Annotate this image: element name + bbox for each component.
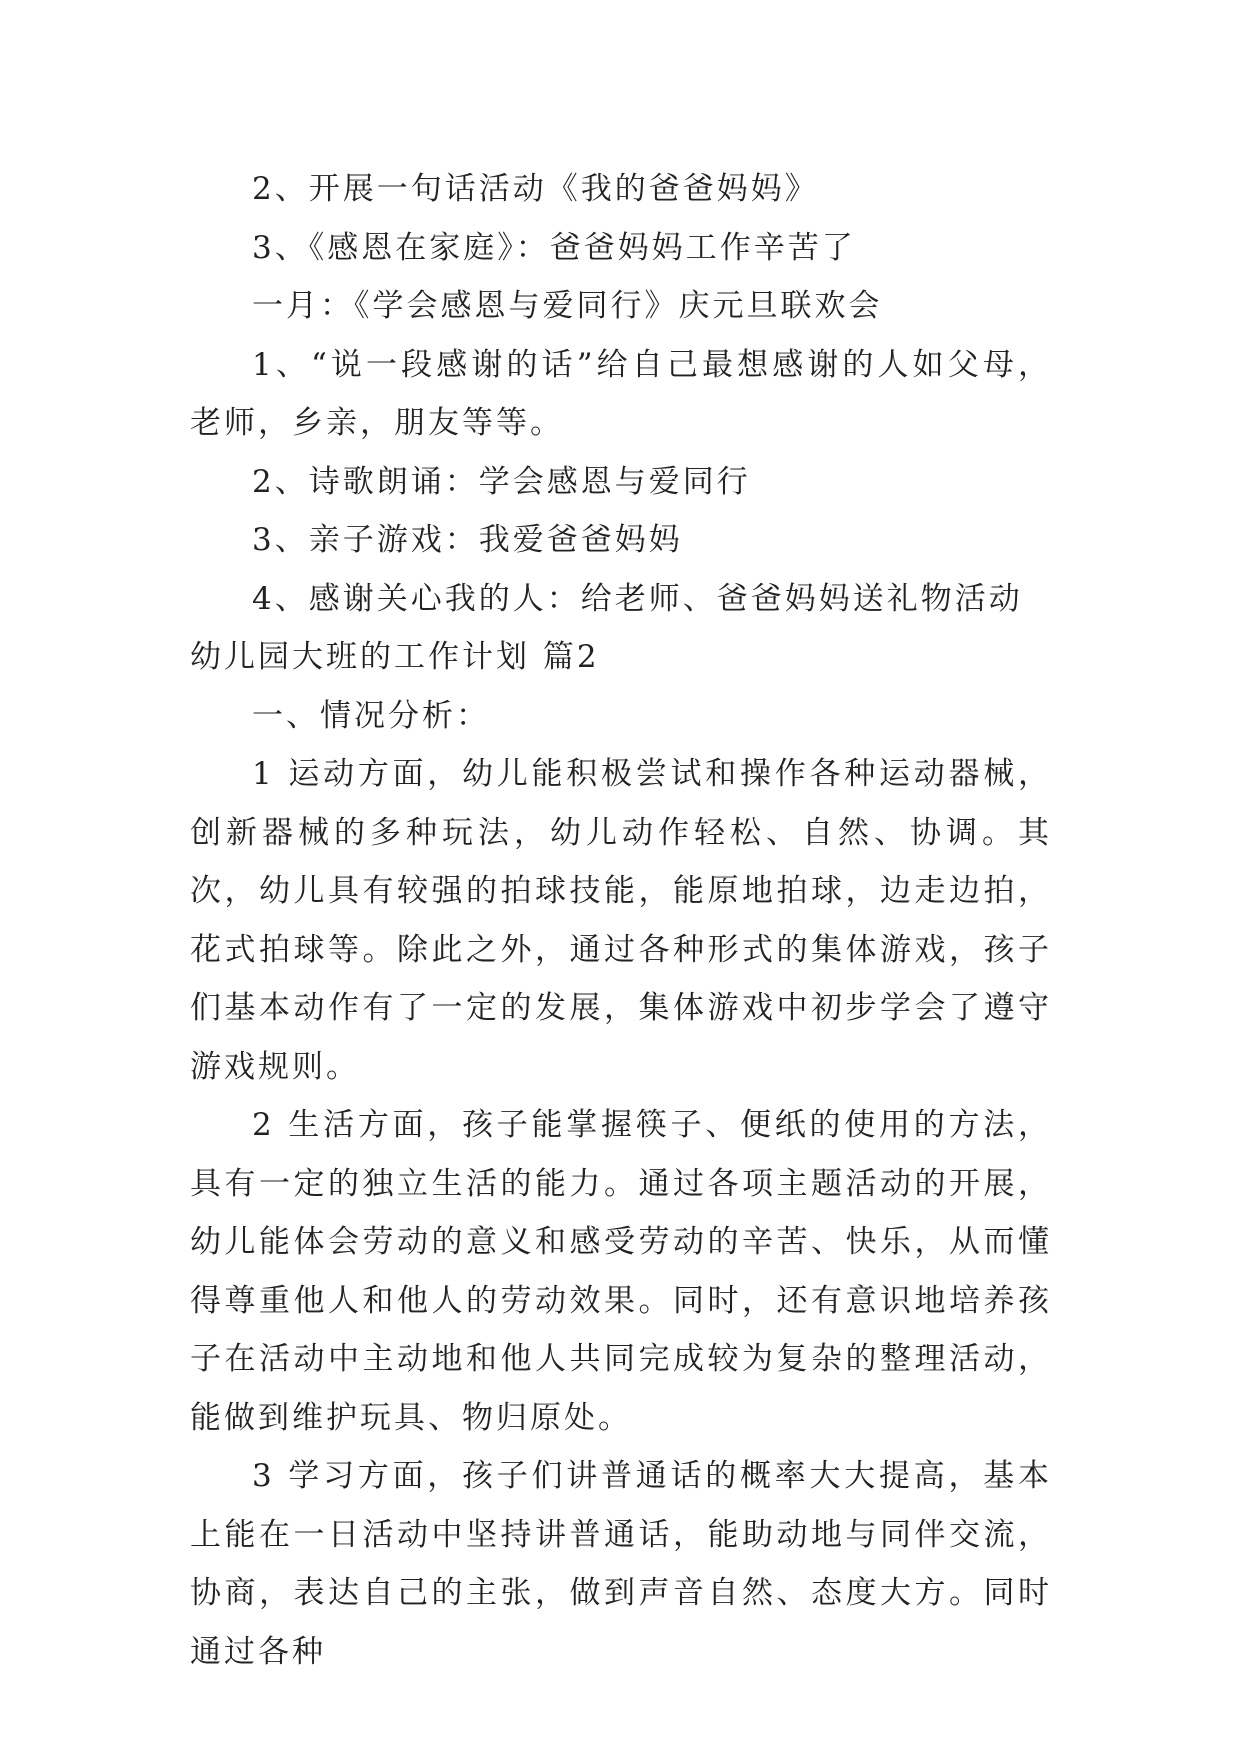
paragraph: 3 学习方面，孩子们讲普通话的概率大大提高，基本上能在一日活动中坚持讲普通话，能助动地与同伴交流，协商，表达自己的主张，做到声音自然、态度大方。同时通过各种 (190, 1458, 1052, 1670)
paragraph: 2 生活方面，孩子能掌握筷子、便纸的使用的方法，具有一定的独立生活的能力。通过各项主题活动的开展，幼儿能体会劳动的意义和感受劳动的辛苦、快乐，从而懂得尊重他人和他人的劳动效果。同时，还有意识地培养孩子在活动中主动地和他人共同完成较为复杂的整理活动，能做到维护玩具、物归原处。 (190, 1107, 1052, 1436)
paragraph: 3、《感恩在家庭》：爸爸妈妈工作辛苦了 (252, 229, 856, 266)
section-heading: 幼儿园大班的工作计划 篇2 (190, 639, 600, 675)
paragraph: 一、情况分析： (252, 697, 490, 734)
paragraph: 3、亲子游戏：我爱爸爸妈妈 (252, 522, 683, 558)
paragraph: 一月：《学会感恩与爱同行》庆元旦联欢会 (252, 288, 883, 324)
paragraph: 2、诗歌朗诵：学会感恩与爱同行 (252, 463, 751, 500)
paragraph: 1 运动方面，幼儿能积极尝试和操作各种运动器械，创新器械的多种玩法，幼儿动作轻松、自然、协调。其次，幼儿具有较强的拍球技能，能原地拍球，边走边拍，花式拍球等。除此之外，通过各种形式的集体游戏，孩子们基本动作有了一定的发展，集体游戏中初步学会了遵守游戏规则。 (190, 756, 1052, 1085)
paragraph: 4、感谢关心我的人：给老师、爸爸妈妈送礼物活动 (252, 580, 1023, 617)
paragraph: 2、开展一句话活动《我的爸爸妈妈》 (252, 171, 819, 207)
paragraph: 1、“说一段感谢的话”给自己最想感谢的人如父母，老师，乡亲，朋友等等。 (190, 346, 1052, 441)
document-body (190, 160, 1052, 1681)
